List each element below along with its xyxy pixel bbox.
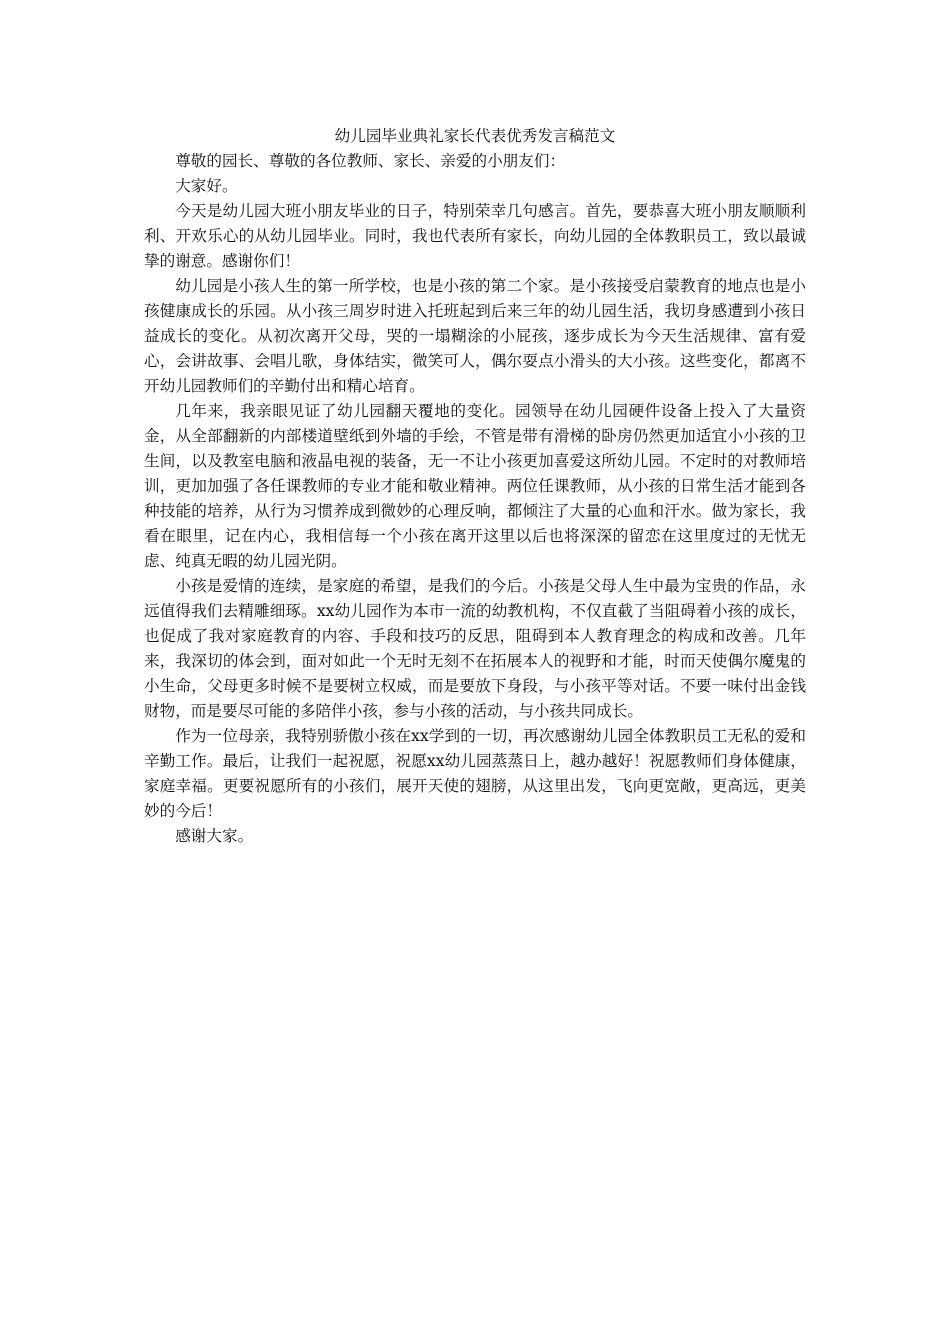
document-title: 幼儿园毕业典礼家长代表优秀发言稿范文 [334, 127, 616, 145]
closing-paragraph: 感谢大家。 [175, 827, 254, 845]
greeting-paragraph: 大家好。 [175, 177, 238, 195]
document-body [144, 124, 806, 849]
body-paragraph: 小孩是爱情的连续，是家庭的希望，是我们的今后。小孩是父母人生中最为宝贵的作品，永远值得我们去精雕细琢。xx幼儿园作为本市一流的幼教机构，不仅直截了当阻碍着小孩的成长，也促成了我对家庭教育的内容、手段和技巧的反思，阻碍到本人教育理念的构成和改善。几年来，我深切的体会到，面对如此一个无时无刻不在拓展本人的视野和才能，时而天使偶尔魔鬼的小生命，父母更多时候不是要树立权威，而是要放下身段，与小孩平等对话。不要一味付出金钱财物，而是要尽可能的多陪伴小孩，参与小孩的活动，与小孩共同成长。 [144, 577, 806, 720]
salutation-paragraph: 尊敬的园长、尊敬的各位教师、家长、亲爱的小朋友们： [175, 152, 566, 170]
body-paragraph: 作为一位母亲，我特别骄傲小孩在xx学到的一切，再次感谢幼儿园全体教职员工无私的爱和辛勤工作。最后，让我们一起祝愿，祝愿xx幼儿园蒸蒸日上，越办越好！祝愿教师们身体健康，家庭幸福。更要祝愿所有的小孩们，展开天使的翅膀，从这里出发，飞向更宽敞，更高远，更美妙的今后！ [144, 727, 806, 820]
body-paragraph: 几年来，我亲眼见证了幼儿园翻天覆地的变化。园领导在幼儿园硬件设备上投入了大量资金，从全部翻新的内部楼道壁纸到外墙的手绘，不管是带有滑梯的卧房仍然更加适宜小小孩的卫生间，以及教室电脑和液晶电视的装备，无一不让小孩更加喜爱这所幼儿园。不定时的对教师培训，更加加强了各任课教师的专业才能和敬业精神。两位任课教师，从小孩的日常生活才能到各种技能的培养，从行为习惯养成到微妙的心理反响，都倾注了大量的心血和汗水。做为家长，我看在眼里，记在内心，我相信每一个小孩在离开这里以后也将深深的留恋在这里度过的无忧无虑、纯真无暇的幼儿园光阴。 [144, 402, 806, 570]
body-paragraph: 幼儿园是小孩人生的第一所学校，也是小孩的第二个家。是小孩接受启蒙教育的地点也是小孩健康成长的乐园。从小孩三周岁时进入托班起到后来三年的幼儿园生活，我切身感遭到小孩日益成长的变化。从初次离开父母，哭的一塌糊涂的小屁孩，逐步成长为今天生活规律、富有爱心，会讲故事、会唱儿歌，身体结实，微笑可人，偶尔耍点小滑头的大小孩。这些变化，都离不开幼儿园教师们的辛勤付出和精心培育。 [144, 277, 806, 395]
body-paragraph: 今天是幼儿园大班小朋友毕业的日子，特别荣幸几句感言。首先，要恭喜大班小朋友顺顺利利、开欢乐心的从幼儿园毕业。同时，我也代表所有家长，向幼儿园的全体教职员工，致以最诚挚的谢意。感谢你们！ [144, 202, 806, 270]
